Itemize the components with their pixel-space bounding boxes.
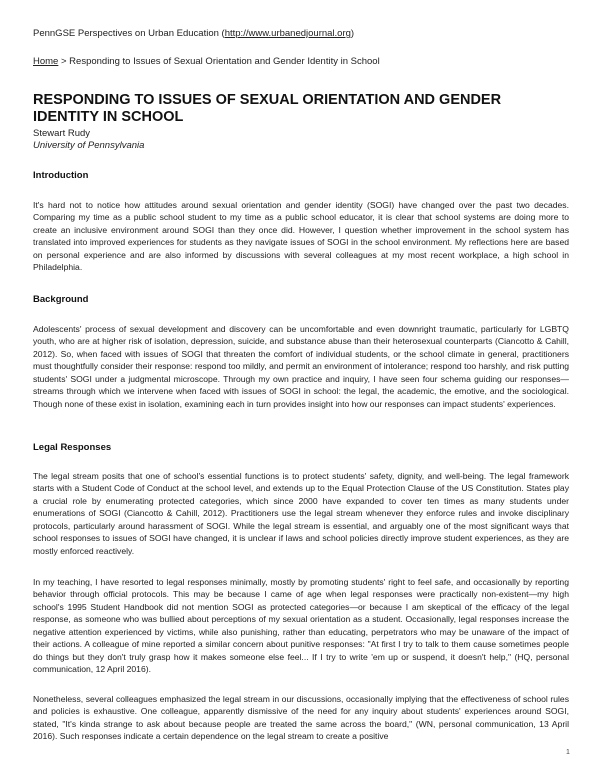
section-heading-legal-responses: Legal Responses xyxy=(33,442,112,453)
section-heading-background: Background xyxy=(33,294,89,305)
journal-url-link[interactable]: http://www.urbanedjournal.org xyxy=(224,28,351,39)
journal-suffix: ) xyxy=(350,28,355,39)
journal-name: PennGSE Perspectives on Urban Education ( xyxy=(33,28,225,39)
breadcrumb-home-link[interactable]: Home xyxy=(33,56,59,67)
article-affiliation: University of Pennsylvania xyxy=(33,140,145,151)
journal-header xyxy=(33,28,354,40)
article-author: Stewart Rudy xyxy=(33,128,91,139)
introduction-paragraph: It's hard not to notice how attitudes around sexual orientation and gender identity (SOGI) have changed over the past two decades. Comparing my time as a public school student to my time as a public school educator, it is clear that school systems are doing more to create an inclusive environment around SOGI than they once did. However, I question whether improvement in the school system has translated into improved experiences for students as they navigate issues of SOGI in the school environment. My reflections here are based on personal experience and are also informed by discussions with several colleagues at my most recent workplace, a high school in Philadelphia. xyxy=(33,200,569,273)
page-number: 1 xyxy=(566,749,570,756)
legal-paragraph-1: The legal stream posits that one of school's essential functions is to protect students' safety, dignity, and well-being. The legal framework starts with a Student Code of Conduct at the school level, and extends up to the Equal Protection Clause of the US Constitution. States play a crucial role by enumerating protected categories, which since 2000 have expanded to cover ten times as many students under enumerations of SOGI (Ciancotto & Cahill, 2012). Practitioners use the legal stream whenever they enforce rules and invoke disciplinary protocols, particularly around harassment of SOGI. While the legal stream is essential, and arguably one of the most significant ways that school responses to issues of SOGI have changed, it is unclear if laws and school policies directly improve student experiences, as they are mostly enforced reactively. xyxy=(33,471,569,556)
legal-paragraph-3: Nonetheless, several colleagues emphasized the legal stream in our discussions, occasionally implying that the effectiveness of school rules and policies is exhaustive. One colleague, apparently dismissive of the need for any inquiry about students' experiences around SOGI, stated, "It's kinda strange to ask about because people are treated the same across the board," (WN, personal communication, 13 April 2016). Such responses indicate a certain dependence on the legal stream to create a positive xyxy=(33,694,569,742)
article-title: RESPONDING TO ISSUES OF SEXUAL ORIENTATION AND GENDER IDENTITY IN SCHOOL xyxy=(33,92,502,125)
legal-paragraph-2: In my teaching, I have resorted to legal responses minimally, mostly by promoting students' right to feel safe, and occasionally by reporting behavior through official protocols. This may be because I came of age when legal responses were practically non-existent—my high school's 1995 Student Handbook did not mention SOGI as protected categories—or because I am skeptical of the efficacy of the legal response, as someone who was bullied about perceptions of my sexual orientation as a student. Occasionally, legal responses increase the negative attention experienced by victims, while also punishing, rather than educating, perpetrators who may be unaware of the impact of their actions. A colleague of mine reported a similar concern about punitive responses: "At first I try to talk to them cause sometimes people do things but they don't truly grasp how it makes someone else feel... If I try to write 'em up or suspend, it doesn't help," (HQ, personal communication, 12 April 2016). xyxy=(33,577,569,675)
breadcrumb xyxy=(33,56,380,68)
breadcrumb-separator: > xyxy=(58,56,70,67)
section-heading-introduction: Introduction xyxy=(33,170,89,181)
background-paragraph: Adolescents' process of sexual development and discovery can be uncomfortable and even downright traumatic, particularly for LGBTQ youth, who are at higher risk of isolation, depression, suicide, and substance abuse than their heterosexual counterparts (Ciancotto & Cahill, 2012). So, when faced with issues of SOGI that threaten the comfort of individual students, or the school climate in general, practitioners must thoughtfully consider their response: respond too mildly, and permit an environment of intolerance; respond too harshly, and risk putting students' SOGI under a judgmental microscope. Through my own practice and inquiry, I have seen four schema guiding our responses—streams through which we intervene when faced with issues of SOGI in school: the legal, the academic, the emotive, and the sociological. Though none of these exist in isolation, examining each in turn provides insight into how our responses can impact students' experiences. xyxy=(33,324,569,409)
breadcrumb-current: Responding to Issues of Sexual Orientation and Gender Identity in School xyxy=(69,56,380,67)
